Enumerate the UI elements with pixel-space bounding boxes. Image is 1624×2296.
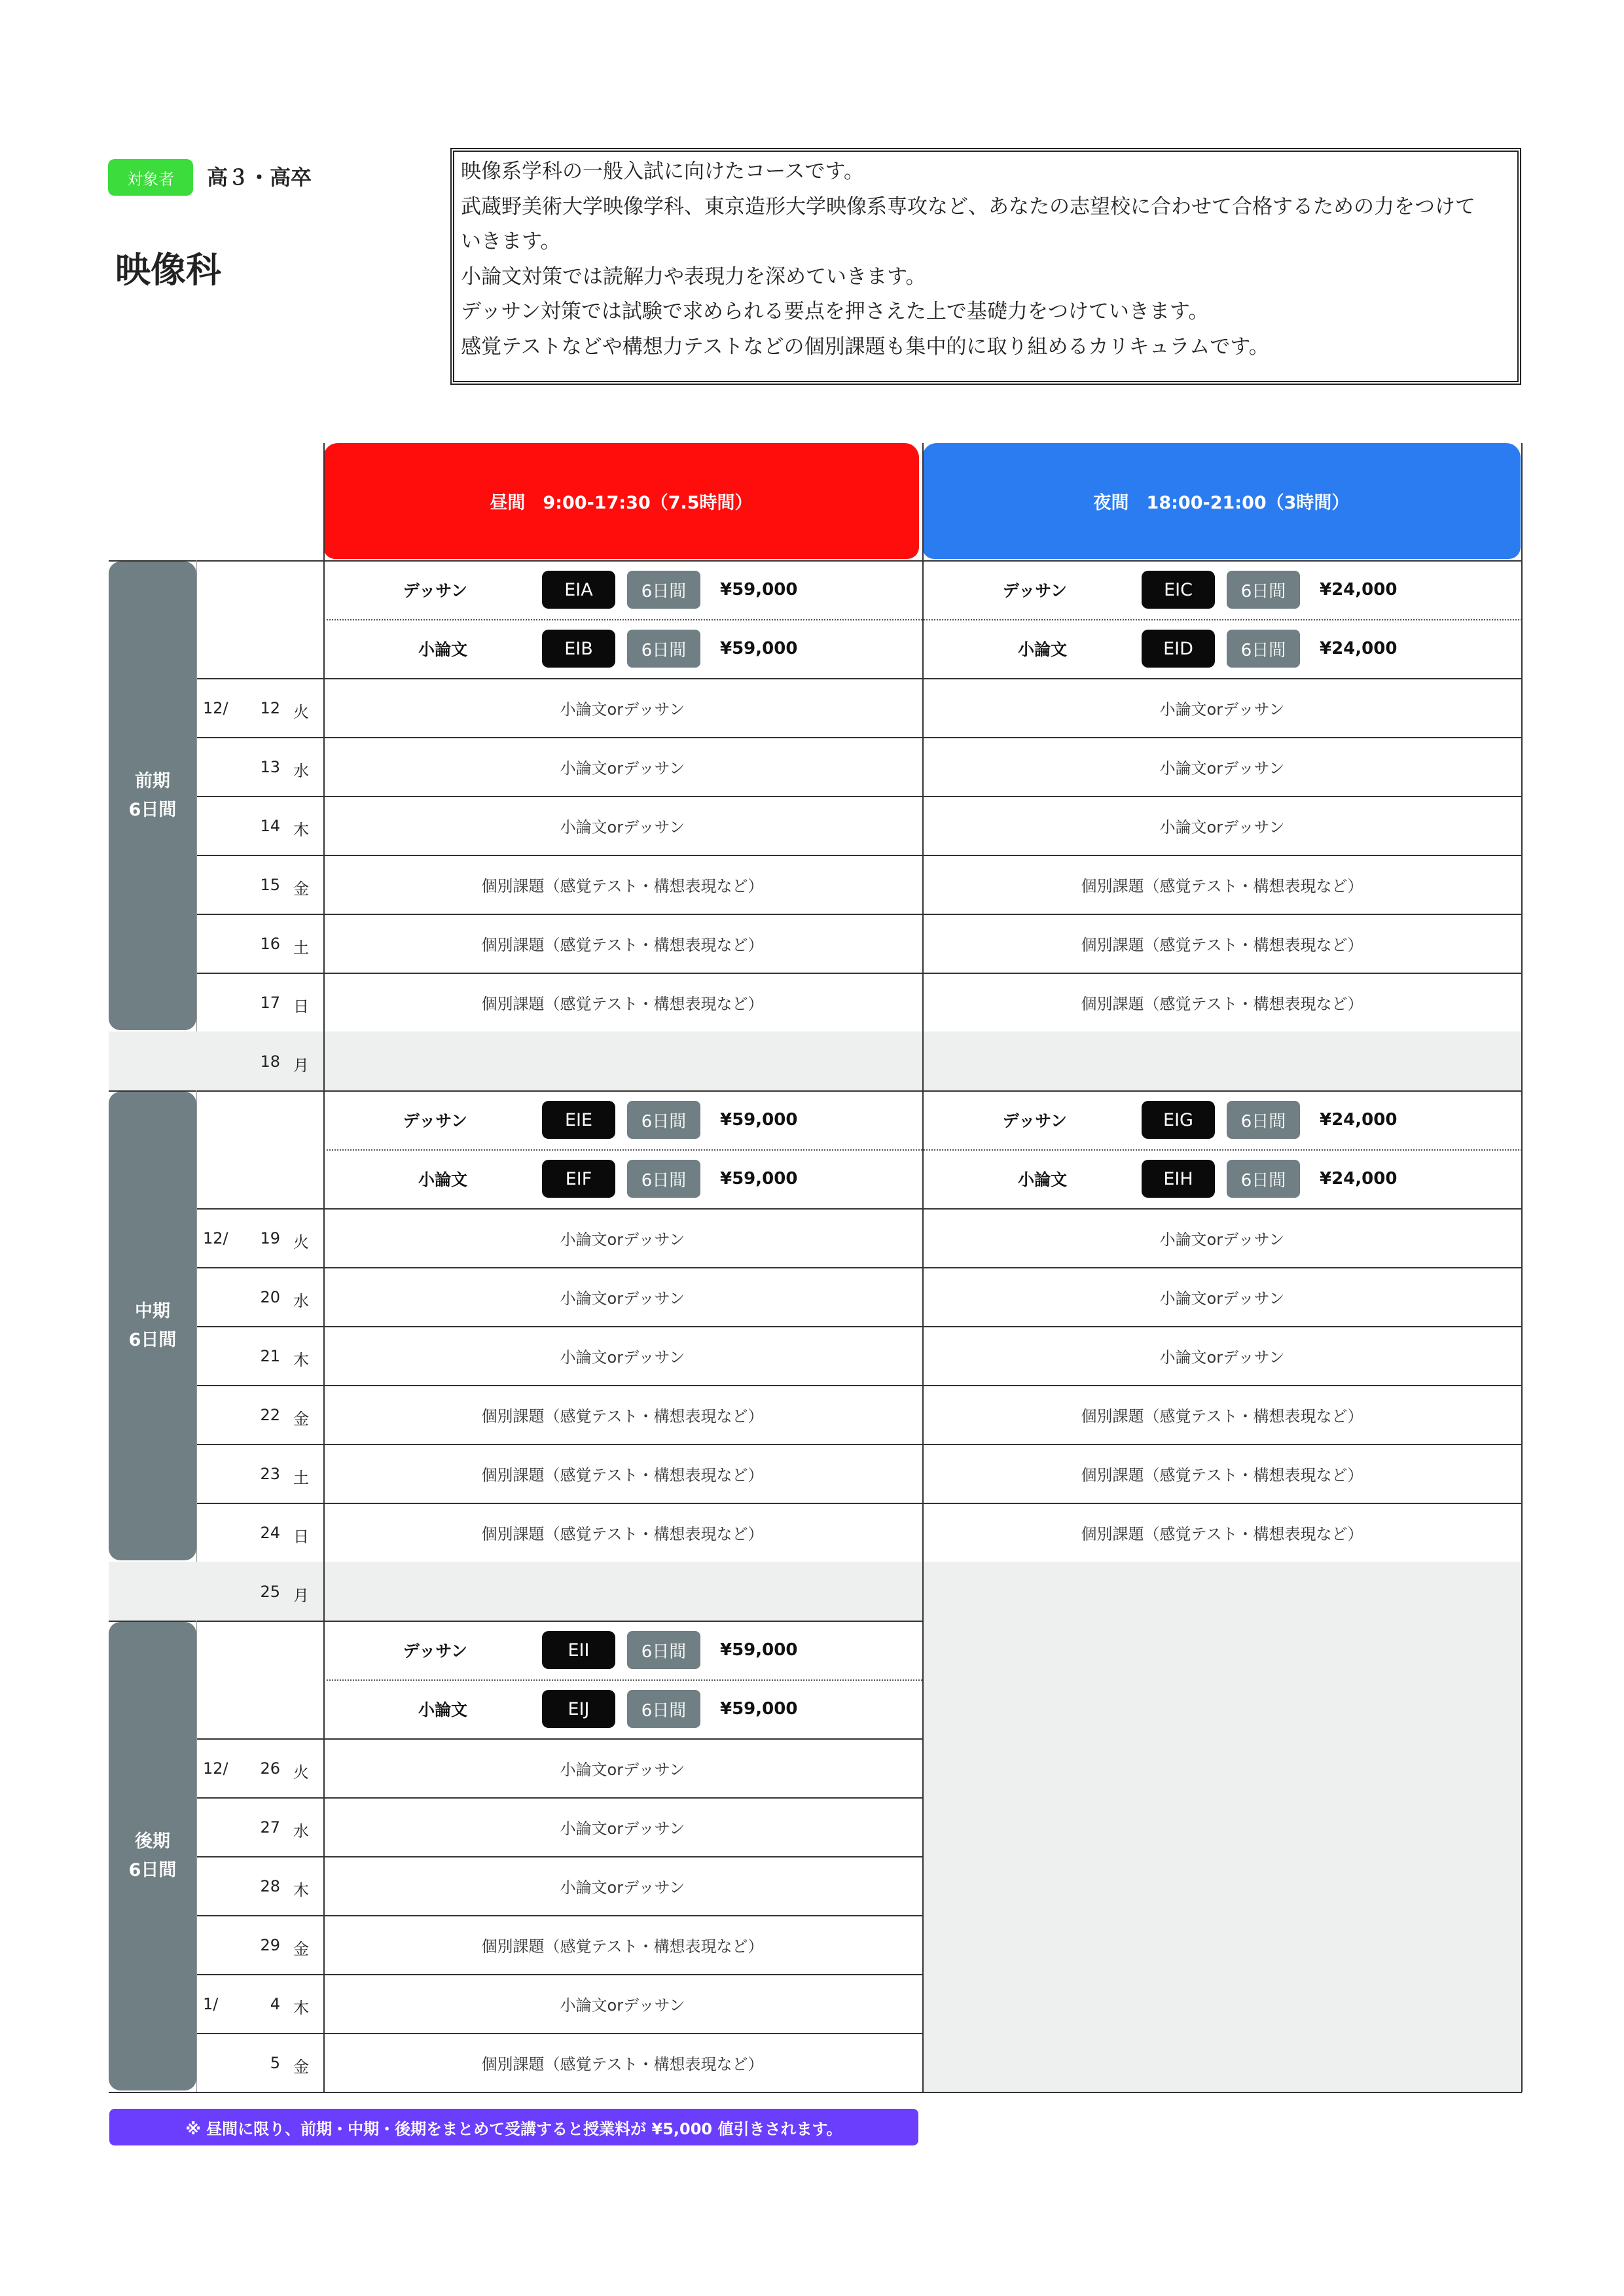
date-cell xyxy=(196,1385,322,1444)
column-divider xyxy=(196,1090,197,1562)
date-weekday: 月 xyxy=(293,1056,309,1075)
night-session xyxy=(923,1856,1521,1915)
date-weekday: 日 xyxy=(293,997,309,1016)
column-divider xyxy=(196,1621,197,2092)
description-line: 映像系学科の一般入試に向けたコースです。 xyxy=(461,160,864,183)
date-weekday: 土 xyxy=(293,939,309,957)
night-session xyxy=(923,1974,1521,2033)
day-session: 個別課題（感覚テスト・構想表現など） xyxy=(481,1524,764,1543)
day-session: 個別課題（感覚テスト・構想表現など） xyxy=(481,876,764,895)
date-month: 1/ xyxy=(203,1995,219,2013)
course-code: EIA xyxy=(542,571,615,609)
day-session: 小論文orデッサン xyxy=(560,759,685,778)
description-line: 武蔵野美術大学映像学科、東京造形大学映像系専攻など、あなたの志望校に合わせて合格するための力をつけて xyxy=(461,194,1475,219)
date-month: 12/ xyxy=(203,1759,228,1778)
night-session: 小論文orデッサン xyxy=(1159,759,1285,778)
day-session: 小論文orデッサン xyxy=(560,817,685,836)
date-cell xyxy=(196,1503,322,1562)
day-session: 個別課題（感覚テスト・構想表現など） xyxy=(481,1937,764,1956)
course-description xyxy=(450,148,1521,385)
date-cell xyxy=(196,1444,322,1503)
period-length: 6日間 xyxy=(128,1860,177,1880)
date-weekday: 日 xyxy=(293,1528,309,1546)
date-weekday: 土 xyxy=(293,1469,309,1487)
empty-cell xyxy=(923,1679,1521,1738)
date-cell xyxy=(196,1326,322,1385)
date-weekday: 水 xyxy=(293,762,309,780)
course-price: ¥24,000 xyxy=(1320,1110,1398,1130)
night-session: 小論文orデッサン xyxy=(1159,817,1285,836)
description-line: いきます。 xyxy=(461,230,561,253)
course-price: ¥59,000 xyxy=(720,1169,798,1189)
day-session: 小論文orデッサン xyxy=(560,1348,685,1367)
course-code: EII xyxy=(542,1631,615,1669)
period-length: 6日間 xyxy=(128,1330,177,1350)
date-cell xyxy=(196,855,322,914)
night-session: 個別課題（感覚テスト・構想表現など） xyxy=(1081,876,1363,895)
day-session: 小論文orデッサン xyxy=(560,1819,685,1838)
course-code: EIF xyxy=(542,1160,615,1198)
day-session: 小論文orデッサン xyxy=(560,700,685,719)
course-name: デッサン xyxy=(1002,581,1067,600)
column-divider xyxy=(323,443,325,2092)
course-price: ¥59,000 xyxy=(720,1699,798,1719)
night-session xyxy=(923,1797,1521,1856)
course-days: 6日間 xyxy=(1227,1160,1300,1198)
course-price: ¥59,000 xyxy=(720,1640,798,1660)
course-price: ¥24,000 xyxy=(1320,580,1398,600)
course-days: 6日間 xyxy=(1227,630,1300,668)
date-day: 21 xyxy=(260,1347,280,1365)
description-line: デッサン対策では試験で求められる要点を押さえた上で基礎力をつけていきます。 xyxy=(461,300,1209,323)
course-days: 6日間 xyxy=(1227,1101,1300,1139)
day-session: 小論文orデッサン xyxy=(560,1760,685,1779)
course-entry xyxy=(323,1621,922,1679)
date-weekday: 火 xyxy=(293,1763,309,1782)
course-price: ¥24,000 xyxy=(1320,1169,1398,1189)
night-session: 小論文orデッサン xyxy=(1159,1289,1285,1308)
date-day: 26 xyxy=(260,1759,280,1778)
night-session: 小論文orデッサン xyxy=(1159,1348,1285,1367)
date-day: 25 xyxy=(260,1583,280,1601)
course-days: 6日間 xyxy=(1227,571,1300,609)
date-cell xyxy=(196,1031,322,1090)
date-day: 4 xyxy=(270,1995,280,2013)
date-cell xyxy=(196,973,322,1031)
date-day: 29 xyxy=(260,1936,280,1954)
night-session: 個別課題（感覚テスト・構想表現など） xyxy=(1081,994,1363,1013)
course-name: 小論文 xyxy=(1017,1170,1067,1189)
course-name: デッサン xyxy=(403,581,467,600)
course-name: デッサン xyxy=(403,1111,467,1130)
course-days: 6日間 xyxy=(627,1101,700,1139)
date-weekday: 水 xyxy=(293,1292,309,1310)
date-day: 17 xyxy=(260,994,280,1012)
period-name: 後期 xyxy=(135,1831,170,1852)
description-line: 感覚テストなどや構想力テストなどの個別課題も集中的に取り組めるカリキュラムです。 xyxy=(461,334,1269,359)
date-day: 12 xyxy=(260,699,280,717)
column-header-night: 夜間 18:00-21:00（3時間） xyxy=(922,443,1521,559)
night-session xyxy=(923,1738,1521,1797)
date-weekday: 木 xyxy=(293,1999,309,2017)
day-session: 個別課題（感覚テスト・構想表現など） xyxy=(481,1407,764,1426)
date-cell xyxy=(196,1562,322,1621)
column-header-day: 昼間 9:00-17:30（7.5時間） xyxy=(323,443,919,559)
night-session: 個別課題（感覚テスト・構想表現など） xyxy=(1081,935,1363,954)
night-session xyxy=(923,1915,1521,1974)
date-day: 24 xyxy=(260,1524,280,1542)
date-cell xyxy=(196,1267,322,1326)
course-code: EIG xyxy=(1142,1101,1215,1139)
day-session: 小論文orデッサン xyxy=(560,1230,685,1249)
date-cell xyxy=(196,1208,322,1267)
course-entry xyxy=(323,1149,922,1208)
course-name: 小論文 xyxy=(418,1700,467,1719)
target-audience: 高３・高卒 xyxy=(207,165,312,190)
description-line: 小論文対策では読解力や表現力を深めていきます。 xyxy=(461,264,926,289)
course-code: EIH xyxy=(1142,1160,1215,1198)
date-cell xyxy=(196,1974,322,2033)
date-weekday: 金 xyxy=(293,2058,309,2076)
period-name: 中期 xyxy=(135,1301,170,1321)
course-name: デッサン xyxy=(1002,1111,1067,1130)
date-weekday: 金 xyxy=(293,1410,309,1428)
period-label xyxy=(109,1622,196,2090)
date-weekday: 木 xyxy=(293,821,309,839)
date-day: 22 xyxy=(260,1406,280,1424)
day-session: 個別課題（感覚テスト・構想表現など） xyxy=(481,2054,764,2073)
course-name: デッサン xyxy=(403,1641,467,1660)
course-name: 小論文 xyxy=(1017,640,1067,659)
date-cell xyxy=(196,1856,322,1915)
course-name: 小論文 xyxy=(418,640,467,659)
period-name: 前期 xyxy=(135,771,170,791)
date-weekday: 金 xyxy=(293,880,309,898)
course-price: ¥59,000 xyxy=(720,580,798,600)
course-entry xyxy=(323,1090,922,1149)
date-day: 20 xyxy=(260,1288,280,1306)
date-weekday: 月 xyxy=(293,1587,309,1605)
course-entry xyxy=(323,560,922,619)
course-code: EIE xyxy=(542,1101,615,1139)
date-day: 23 xyxy=(260,1465,280,1483)
course-price: ¥24,000 xyxy=(1320,639,1398,658)
course-code: EIB xyxy=(542,630,615,668)
empty-cell xyxy=(923,1621,1521,1679)
date-day: 5 xyxy=(270,2054,280,2072)
course-entry xyxy=(923,619,1521,678)
row-divider xyxy=(109,2092,1522,2093)
date-cell xyxy=(196,914,322,973)
date-weekday: 火 xyxy=(293,703,309,721)
date-cell xyxy=(196,796,322,855)
date-cell xyxy=(196,737,322,796)
date-cell xyxy=(196,1738,322,1797)
date-weekday: 金 xyxy=(293,1940,309,1958)
day-session: 個別課題（感覚テスト・構想表現など） xyxy=(481,935,764,954)
course-entry xyxy=(323,619,922,678)
course-price: ¥59,000 xyxy=(720,639,798,658)
date-day: 19 xyxy=(260,1229,280,1247)
course-days: 6日間 xyxy=(627,630,700,668)
date-day: 18 xyxy=(260,1052,280,1071)
night-session: 個別課題（感覚テスト・構想表現など） xyxy=(1081,1407,1363,1426)
course-entry xyxy=(323,1679,922,1738)
date-day: 13 xyxy=(260,758,280,776)
date-weekday: 木 xyxy=(293,1351,309,1369)
course-entry xyxy=(923,1149,1521,1208)
course-days: 6日間 xyxy=(627,1631,700,1669)
course-code: EIC xyxy=(1142,571,1215,609)
column-divider xyxy=(922,443,924,2092)
date-weekday: 水 xyxy=(293,1822,309,1840)
date-cell xyxy=(196,2033,322,2092)
course-code: EID xyxy=(1142,630,1215,668)
page-title: 映像科 xyxy=(115,249,221,291)
date-cell xyxy=(196,678,322,737)
day-session: 個別課題（感覚テスト・構想表現など） xyxy=(481,994,764,1013)
course-price: ¥59,000 xyxy=(720,1110,798,1130)
date-day: 16 xyxy=(260,935,280,953)
date-day: 14 xyxy=(260,817,280,835)
date-month: 12/ xyxy=(203,699,228,717)
date-cell xyxy=(196,1915,322,1974)
date-weekday: 木 xyxy=(293,1881,309,1899)
date-day: 27 xyxy=(260,1818,280,1837)
date-day: 28 xyxy=(260,1877,280,1895)
night-session xyxy=(923,2033,1521,2092)
column-divider xyxy=(196,560,197,1031)
course-entry xyxy=(923,1090,1521,1149)
course-entry xyxy=(923,560,1521,619)
day-session: 小論文orデッサン xyxy=(560,1878,685,1897)
course-code: EIJ xyxy=(542,1690,615,1728)
night-session: 個別課題（感覚テスト・構想表現など） xyxy=(1081,1465,1363,1484)
column-divider xyxy=(1521,443,1523,2092)
course-days: 6日間 xyxy=(627,1160,700,1198)
discount-note: ※ 昼間に限り、前期・中期・後期をまとめて受講すると授業料が ¥5,000 値引きされます。 xyxy=(109,2109,918,2145)
day-session: 個別課題（感覚テスト・構想表現など） xyxy=(481,1465,764,1484)
date-day: 15 xyxy=(260,876,280,894)
night-session: 小論文orデッサン xyxy=(1159,700,1285,719)
date-cell xyxy=(196,1797,322,1856)
period-label xyxy=(109,562,196,1030)
target-tag: 対象者 xyxy=(108,159,193,196)
night-session: 小論文orデッサン xyxy=(1159,1230,1285,1249)
course-name: 小論文 xyxy=(418,1170,467,1189)
night-session: 個別課題（感覚テスト・構想表現など） xyxy=(1081,1524,1363,1543)
course-days: 6日間 xyxy=(627,571,700,609)
day-session: 小論文orデッサン xyxy=(560,1289,685,1308)
date-month: 12/ xyxy=(203,1229,228,1247)
period-label xyxy=(109,1092,196,1560)
course-days: 6日間 xyxy=(627,1690,700,1728)
period-length: 6日間 xyxy=(128,800,177,820)
day-session: 小論文orデッサン xyxy=(560,1996,685,2015)
date-weekday: 火 xyxy=(293,1233,309,1251)
